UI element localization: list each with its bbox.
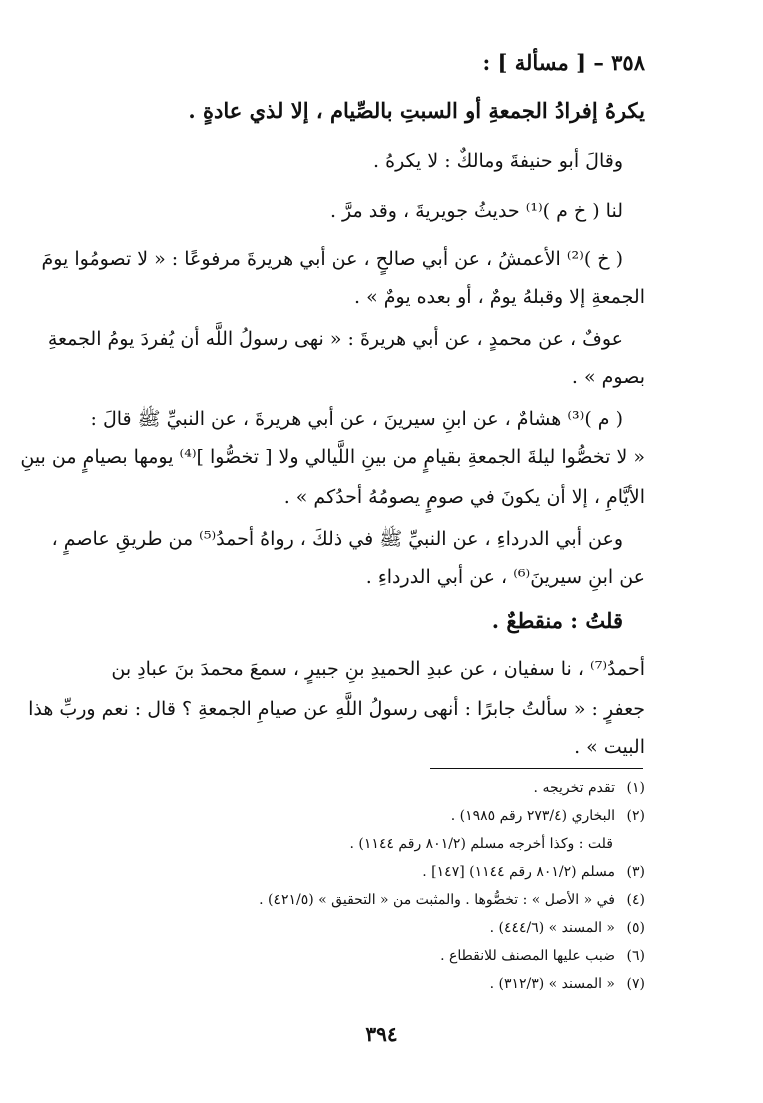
body-line: الجمعةِ إلا وقبلهُ يومٌ ، أو بعده يومٌ » .	[354, 286, 645, 308]
footnote-text: تقدم تخريجه .	[533, 780, 615, 796]
footnote-text: في « الأصل » : تخصُّوها . والمثبت من « التحقيق » (٤٢١/٥) .	[259, 892, 615, 908]
body-line: وعن أبي الدرداءِ ، عن النبيِّ ﷺ في ذلكَ ، رواهُ أحمدُ⁽⁵⁾ من طريقِ عاصمٍ ،	[51, 528, 623, 550]
body-line: ( خ )⁽²⁾ الأعمشُ ، عن أبي صالحٍ ، عن أبي هريرةَ مرفوعًا : « لا تصومُوا يومَ	[41, 248, 623, 270]
footnote	[451, 806, 645, 826]
footnote	[490, 974, 645, 994]
body-line: عوفٌ ، عن محمدٍ ، عن أبي هريرةَ : « نهى رسولُ اللَّه أن يُفردَ يومُ الجمعةِ	[47, 328, 623, 350]
body-line: جعفرٍ : « سألتُ جابرًا : أنهى رسولُ اللَّهِ عن صيامِ الجمعةِ ؟ قال : نعم وربِّ هذا	[28, 698, 645, 720]
issue-statement: يكرهُ إفرادُ الجمعةِ أو السبتِ بالصِّيام ، إلا لذي عادةٍ .	[188, 98, 645, 123]
body-line: البيت » .	[574, 736, 645, 758]
footnote-text: قلت : وكذا أخرجه مسلم (٨٠١/٢ رقم ١١٤٤) .	[349, 836, 613, 852]
footnote	[440, 946, 645, 966]
body-line: أحمدُ⁽⁷⁾ ، نا سفيان ، عن عبدِ الحميدِ بنِ جبيرٍ ، سمعَ محمدَ بنَ عبادِ بن	[111, 658, 645, 680]
footnote-number: (١)	[626, 780, 645, 796]
footnote-text: مسلم (٨٠١/٢ رقم ١١٤٤) [١٤٧] .	[422, 864, 615, 880]
footnote	[490, 918, 645, 938]
footnote-number: (٥)	[626, 920, 645, 936]
body-line: الأيَّامِ ، إلا أن يكونَ في صومٍ يصومُهُ أحدُكم » .	[283, 486, 645, 508]
body-line: بصوم » .	[571, 366, 645, 388]
body-line: لنا ( خ م )⁽¹⁾ حديثُ جويريةَ ، وقد مرَّ .	[329, 200, 623, 222]
footnote-number: (٣)	[626, 864, 645, 880]
footnote-text: « المسند » (٤٤٤/٦) .	[489, 920, 615, 936]
footnote-number: (٧)	[626, 976, 645, 992]
footnote-text: البخاري (٢٧٣/٤ رقم ١٩٨٥) .	[450, 808, 615, 824]
body-line: وقالَ أبو حنيفةَ ومالكٌ : لا يكرهُ .	[373, 150, 623, 172]
page-title: ٣٥٨ – [ مسألة ] :	[482, 50, 645, 75]
footnote-continuation	[350, 834, 613, 854]
footnote-divider	[430, 768, 643, 769]
footnote-number: (٤)	[626, 892, 645, 908]
footnote	[422, 862, 645, 882]
body-line: « لا تخصُّوا ليلةَ الجمعةِ بقيامٍ من بينِ اللَّيالي ولا [ تخصُّوا ]⁽⁴⁾ يومها بصيامٍ من بينِ	[20, 446, 645, 468]
author-comment: قلتُ : منقطعٌ .	[491, 608, 623, 633]
body-line: ( م )⁽³⁾ هشامٌ ، عن ابنِ سيرينَ ، عن أبي هريرةَ ، عن النبيِّ ﷺ قالَ :	[90, 408, 623, 430]
footnote-text: « المسند » (٣١٢/٣) .	[489, 976, 615, 992]
footnote	[259, 890, 645, 910]
footnote	[534, 778, 645, 798]
footnote-number: (٦)	[626, 948, 645, 964]
footnote-number: (٢)	[626, 808, 645, 824]
body-line: عن ابنِ سيرينَ⁽⁶⁾ ، عن أبي الدرداءِ .	[365, 566, 645, 588]
page-number: ٣٩٤	[365, 1022, 398, 1046]
footnote-text: ضبب عليها المصنف للانقطاع .	[440, 948, 615, 964]
